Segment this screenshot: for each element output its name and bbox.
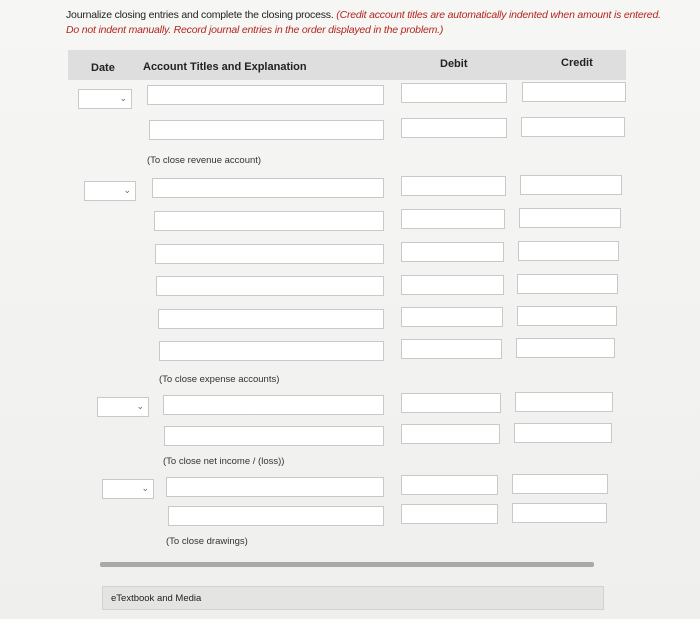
- date-column-header: Date: [91, 62, 115, 74]
- date-select-entry-3[interactable]: [97, 397, 149, 417]
- debit-input[interactable]: [401, 176, 506, 196]
- entry-memo: (To close drawings): [166, 536, 248, 547]
- entry-memo: (To close expense accounts): [159, 374, 280, 385]
- chevron-down-icon: ⌄: [119, 93, 127, 103]
- account-input[interactable]: [159, 341, 384, 361]
- section-divider: [100, 562, 594, 567]
- account-input[interactable]: [158, 309, 384, 329]
- debit-input[interactable]: [401, 307, 503, 327]
- credit-input[interactable]: [522, 82, 626, 102]
- account-input[interactable]: [155, 244, 384, 264]
- instructions-note: (Credit account titles are automatically indented when amount is entered. Do not indent manually. Record journal entries in the order displayed in the problem.): [66, 9, 661, 36]
- etextbook-media-button[interactable]: [102, 586, 604, 610]
- instructions: [66, 8, 666, 38]
- debit-input[interactable]: [401, 424, 500, 444]
- credit-input[interactable]: [512, 503, 607, 523]
- debit-input[interactable]: [401, 275, 504, 295]
- debit-input[interactable]: [401, 339, 502, 359]
- account-input[interactable]: [164, 426, 384, 446]
- chevron-down-icon: ⌄: [123, 185, 131, 195]
- credit-input[interactable]: [518, 241, 619, 261]
- debit-input[interactable]: [401, 118, 507, 138]
- credit-input[interactable]: [520, 175, 622, 195]
- debit-column-header: Debit: [440, 58, 468, 70]
- debit-input[interactable]: [401, 475, 498, 495]
- etextbook-media-label: eTextbook and Media: [111, 593, 202, 604]
- account-input[interactable]: [166, 477, 384, 497]
- credit-column-header: Credit: [561, 57, 593, 69]
- credit-input[interactable]: [515, 392, 613, 412]
- credit-input[interactable]: [517, 274, 618, 294]
- account-input[interactable]: [154, 211, 384, 231]
- account-input[interactable]: [163, 395, 384, 415]
- entry-memo: (To close revenue account): [147, 155, 262, 166]
- chevron-down-icon: ⌄: [141, 483, 149, 493]
- debit-input[interactable]: [401, 242, 504, 262]
- debit-input[interactable]: [401, 504, 498, 524]
- date-select-entry-2[interactable]: [84, 181, 136, 201]
- credit-input[interactable]: [514, 423, 612, 443]
- credit-input[interactable]: [519, 208, 621, 228]
- account-input[interactable]: [147, 85, 384, 105]
- date-select-entry-1[interactable]: [78, 89, 132, 109]
- entry-memo: (To close net income / (loss)): [163, 456, 285, 467]
- credit-input[interactable]: [521, 117, 625, 137]
- debit-input[interactable]: [401, 209, 505, 229]
- date-select-entry-4[interactable]: [102, 479, 154, 499]
- debit-input[interactable]: [401, 83, 507, 103]
- instructions-main: Journalize closing entries and complete the closing process.: [66, 9, 334, 21]
- account-input[interactable]: [168, 506, 384, 526]
- account-input[interactable]: [156, 276, 384, 296]
- credit-input[interactable]: [516, 338, 615, 358]
- account-column-header: Account Titles and Explanation: [143, 61, 307, 73]
- chevron-down-icon: ⌄: [136, 401, 144, 411]
- credit-input[interactable]: [517, 306, 617, 326]
- account-input[interactable]: [152, 178, 384, 198]
- account-input[interactable]: [149, 120, 384, 140]
- credit-input[interactable]: [512, 474, 608, 494]
- debit-input[interactable]: [401, 393, 501, 413]
